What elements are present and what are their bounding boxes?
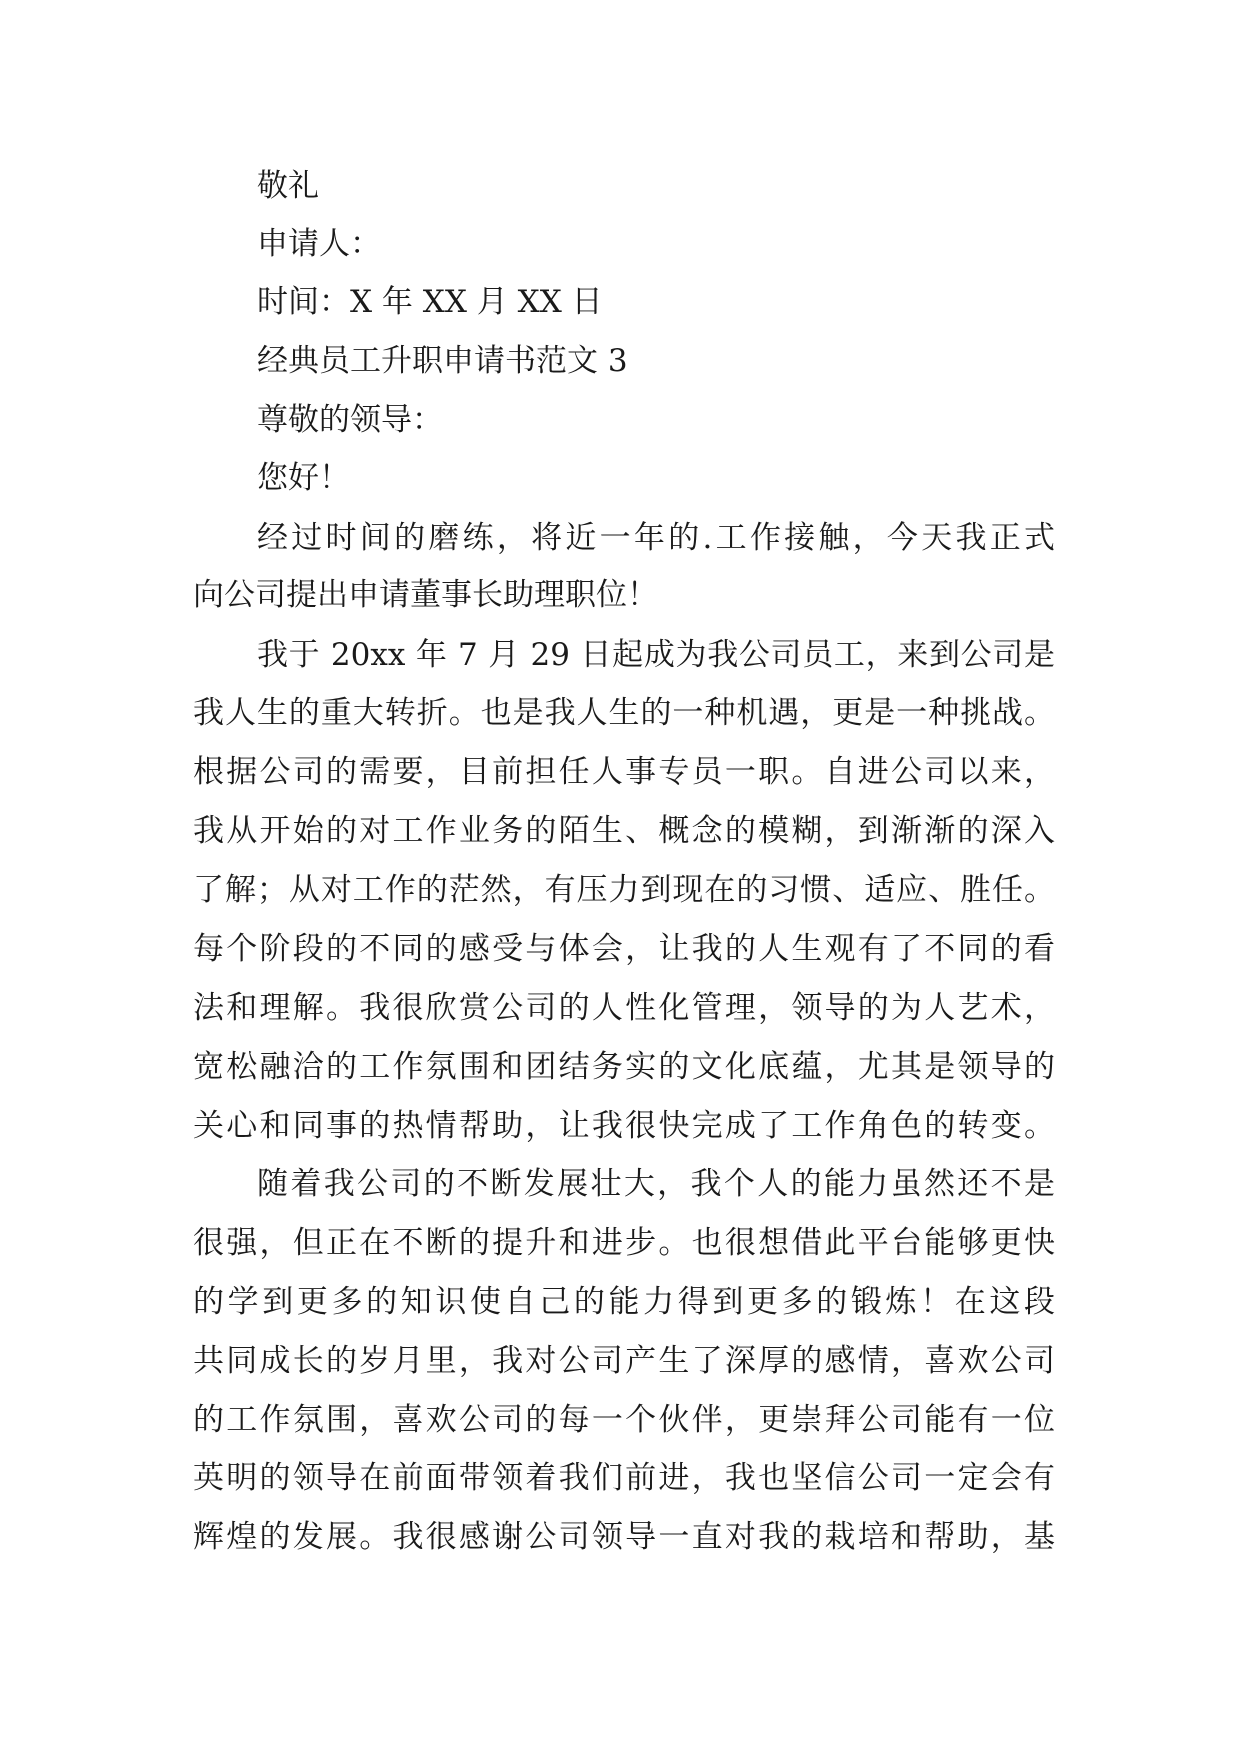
paragraph1-line: 经过时间的磨练，将近一年的.工作接触，今天我正式: [257, 520, 1055, 556]
paragraph2-line: 法和理解。我很欣赏公司的人性化管理，领导的为人艺术，: [193, 990, 1055, 1026]
paragraph2-line: 我于 20xx 年 7 月 29 日起成为我公司员工，来到公司是: [257, 637, 1055, 673]
greeting: 您好！: [257, 460, 350, 496]
paragraph3-line: 共同成长的岁月里，我对公司产生了深厚的感情，喜欢公司: [193, 1343, 1055, 1379]
paragraph3-line: 英明的领导在前面带领着我们前进，我也坚信公司一定会有: [193, 1460, 1055, 1496]
paragraph1-line: 向公司提出申请董事长助理职位！: [193, 577, 658, 613]
paragraph2-line: 了解；从对工作的茫然，有压力到现在的习惯、适应、胜任。: [193, 872, 1055, 908]
paragraph3-line: 的学到更多的知识使自己的能力得到更多的锻炼！在这段: [193, 1284, 1055, 1320]
section-title: 经典员工升职申请书范文 3: [257, 343, 628, 379]
paragraph2-line: 关心和同事的热情帮助，让我很快完成了工作角色的转变。: [193, 1108, 1055, 1144]
paragraph3-line: 的工作氛围，喜欢公司的每一个伙伴，更崇拜公司能有一位: [193, 1402, 1055, 1438]
paragraph3-line: 辉煌的发展。我很感谢公司领导一直对我的栽培和帮助，基: [193, 1519, 1055, 1555]
paragraph2-line: 每个阶段的不同的感受与体会，让我的人生观有了不同的看: [193, 931, 1055, 967]
paragraph2-line: 宽松融洽的工作氛围和团结务实的文化底蕴，尤其是领导的: [193, 1049, 1055, 1085]
applicant-label: 申请人：: [257, 226, 381, 262]
paragraph3-line: 很强，但正在不断的提升和进步。也很想借此平台能够更快: [193, 1225, 1055, 1261]
paragraph2-line: 我从开始的对工作业务的陌生、概念的模糊，到渐渐的深入: [193, 813, 1055, 849]
paragraph3-line: 随着我公司的不断发展壮大，我个人的能力虽然还不是: [257, 1166, 1055, 1202]
paragraph2-line: 根据公司的需要，目前担任人事专员一职。自进公司以来，: [193, 754, 1055, 790]
date-line: 时间：X 年 XX 月 XX 日: [257, 284, 603, 320]
salutation: 尊敬的领导：: [257, 402, 443, 438]
closing-text: 敬礼: [257, 168, 319, 204]
paragraph2-line: 我人生的重大转折。也是我人生的一种机遇，更是一种挑战。: [193, 695, 1055, 731]
